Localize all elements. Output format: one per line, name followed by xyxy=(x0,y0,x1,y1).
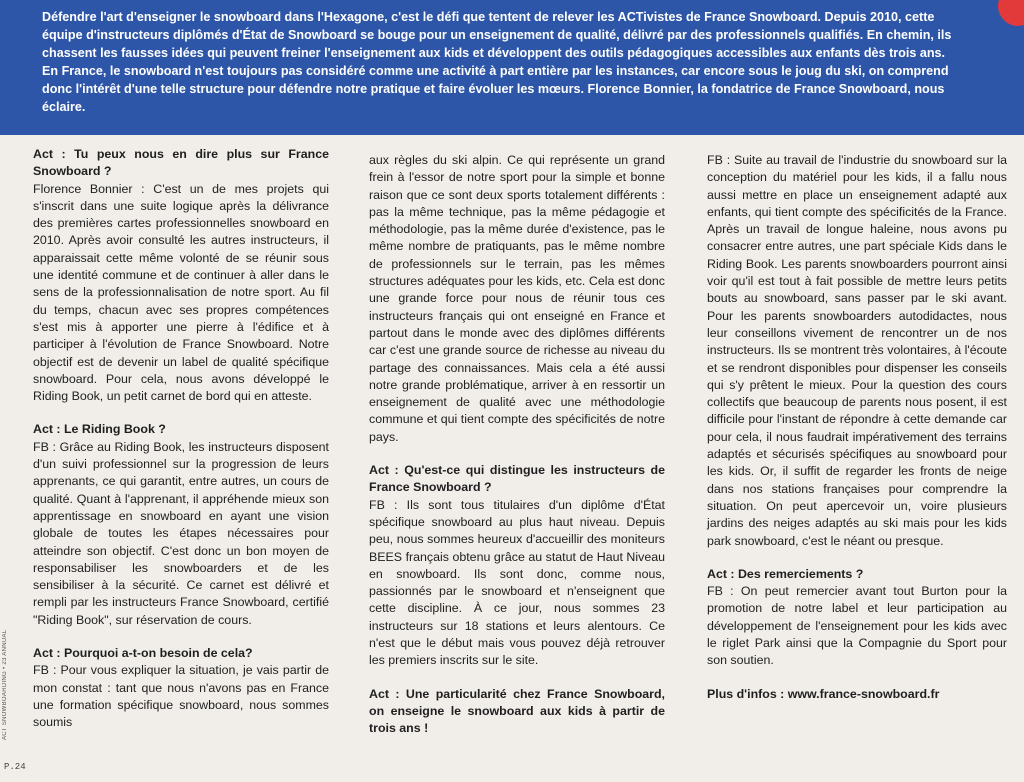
question-1: Act : Tu peux nous en dire plus sur France Snowboard ? xyxy=(33,147,329,179)
answer-4: FB : Ils sont tous titulaires d'un diplôme d'État spécifique snowboard au plus haut niveau. Depuis peu, nous sommes heureux d'accueillir des moniteurs BEES français obtenu grâce au statut de Haut Niveau en snowboard. Ils sont donc, comme nous, passionnés par le snowboard et n'enseignent que cette discipline. À ce jour, nous sommes 23 instructeurs sur 18 stations et leurs alentours. Ce n'est que le début mais vous pouvez déjà retrouver les premiers inscrits sur le site. xyxy=(369,497,665,668)
answer-3-continued: aux règles du ski alpin. Ce qui représente un grand frein à l'essor de notre sport pour la simple et bonne raison que ce sont deux sports totalement différents : pas la même technique, pas la même pédagogie et méthodologie, pas la même durée d'existence, pas le même nombre de pratiquants, pas le même nombre de professionnels sur le terrain, pas les mêmes structures adéquates pour les kids, etc. Cela est donc une grande force pour nous de réunir tous ces instructeurs français qui ont enseigné en France et partout dans le monde avec des diplômes différents car c'est une grande source de richesse au niveau du partage des connaissances. Mais cela a été aussi notre grande problématique, arriver à en ressortir un enseignement de qualité avec une méthodologie commune et qui tient compte des spécificités de notre pays. xyxy=(369,153,665,444)
spine-text: ACT SNOWBOARDING • 23 ANNUAL xyxy=(2,629,8,740)
page-number: P.24 xyxy=(4,762,26,772)
question-6: Act : Des remerciements ? xyxy=(707,566,864,581)
question-4: Act : Qu'est-ce qui distingue les instructeurs de France Snowboard ? xyxy=(369,463,665,495)
question-2: Act : Le Riding Book ? xyxy=(33,422,166,437)
answer-3: FB : Pour vous expliquer la situation, je vais partir de mon constat : tant que nous n'avons pas en France une formation spécifique snowboard, nous sommes soumis xyxy=(33,663,329,730)
intro-paragraph-1: Défendre l'art d'enseigner le snowboard dans l'Hexagone, c'est le défi que tentent de relever les ACTivistes de France Snowboard. Depuis 2010, cette équipe d'instructeurs diplômés d'État de Snowboard se bouge pour un enseignement de qualité, délivré par des professionnels qualifiés. En chemin, ils chassent les fausses idées qui peuvent freiner l'enseignement aux kids et développent des outils pédagogiques accessibles aux enfants dès trois ans. xyxy=(42,10,952,60)
intro-paragraph-2: En France, le snowboard n'est toujours pas considéré comme une activité à part entière par les instances, car encore sous le joug du ski, on comprend donc l'intérêt d'une telle structure pour défendre notre pratique et faire évoluer les mœurs. Florence Bonnier, la fondatrice de France Snowboard, nous éclaire. xyxy=(42,64,949,114)
question-3: Act : Pourquoi a-t-on besoin de cela? xyxy=(33,646,253,661)
answer-1: Florence Bonnier : C'est un de mes projets qui s'inscrit dans une suite logique après la délivrance des premières cartes professionnelles snowboard en 2010. Après avoir consulté les autres instructeurs, il apparaissait cette même volonté de se réunir sous une identité commune et de continuer à aller dans le sens de la professionnalisation de notre sport. Au fil du temps, chacun avec ses propres compétences s'est mis à apporter une pierre à l'édifice et à participer à l'évolution de France Snowboard. Notre objectif est de devenir un label de qualité spécifique snowboard. Pour cela, nous avons développé le Riding Book, un petit carnet de bord qui en atteste. xyxy=(33,181,329,404)
column-2 xyxy=(369,152,665,738)
more-info-link[interactable]: Plus d'infos : www.france-snowboard.fr xyxy=(707,686,940,701)
column-1 xyxy=(33,146,329,748)
answer-5: FB : Suite au travail de l'industrie du snowboard sur la conception du matériel pour les kids, il a fallu nous aussi mettre en place un enseignement adapté aux enfants, qui tient compte des spécificités de la France. Après un travail de longue haleine, nous avons pu consacrer entre autres, une part spéciale Kids dans le Riding Book. Les parents snowboarders pourront ainsi voir qu'il est tout à fait possible de mettre leurs petits bouts au snowboard, sans passer par le ski avant. Pour les parents snowboarders autodidactes, nous leur conseillons vivement de rencontrer un de nos instructeurs. Ils se montrent très volontaires, à l'écoute et se rendront disponibles pour dispenser les conseils qui s'y prêtent le mieux. Pour la question des cours collectifs que beaucoup de parents nous posent, il est difficile pour l'instant de répondre à cette demande car pour cela, il nous faudrait impérativement des terrains adaptés et sécurisés spécifiques au snowboard pour les kids. Or, il suffit de regarder les fronts de neige dans nos stations françaises pour comprendre la situation. On peut apercevoir un, voire plusieurs jardins des neiges adaptés au ski mais pour les kids park snowboard, c'est le néant ou presque. xyxy=(707,153,1007,548)
question-5: Act : Une particularité chez France Snowboard, on enseigne le snowboard aux kids à partir de trois ans ! xyxy=(369,686,665,736)
answer-2: FB : Grâce au Riding Book, les instructeurs disposent d'un suivi professionnel sur la progression de leurs apprenants, ce qui garantit, entre autres, un cours de qualité. Quant à l'apprenant, il appréhende mieux son apprentissage en snowboard en ayant une vision globale de toutes les étapes nécessaires pour atteindre son objectif. C'est donc un bon moyen de responsabiliser les snowboarders et de les sensibiliser à la sécurité. Ce carnet est délivré et rempli par les instructeurs France Snowboard, certifié "Riding Book", sur réservation de cours. xyxy=(33,439,329,627)
column-3 xyxy=(707,152,1007,703)
answer-6: FB : On peut remercier avant tout Burton pour la promotion de notre label et leur participation au développement de l'enseignement pour les kids avec le riglet Park ainsi que la Compagnie du Sport pour son soutien. xyxy=(707,584,1007,668)
intro-banner xyxy=(0,0,1024,135)
